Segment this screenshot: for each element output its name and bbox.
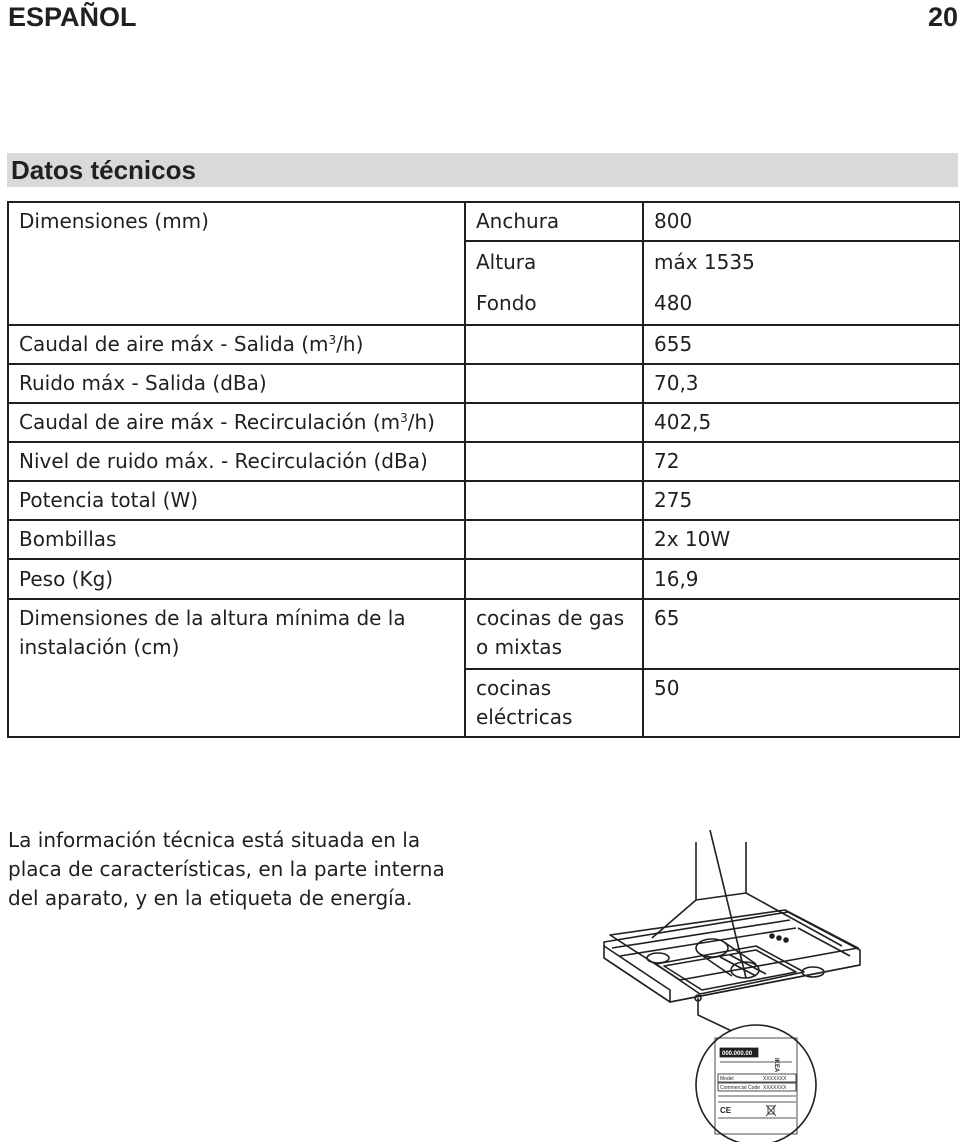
spec-value-power: 275	[643, 481, 960, 520]
table-row	[8, 481, 960, 520]
spec-label-airflow-recirc: Caudal de aire máx - Recirculación $(m^3/h)$	[8, 403, 465, 442]
spec-label-airflow-out: Caudal de aire máx - Salida $(m^3/h)$	[8, 325, 465, 364]
spec-sublabel-depth: Fondo	[465, 282, 643, 325]
spec-label-bulbs: Bombillas	[8, 520, 465, 559]
table-row	[8, 202, 960, 241]
spec-label-dimensions: Dimensiones (mm)	[8, 202, 465, 325]
plate-commercial-label: Commercial Code	[720, 1085, 761, 1091]
table-row	[8, 559, 960, 599]
spec-label-power: Potencia total (W)	[8, 481, 465, 520]
spec-value-noise-out: 70,3	[643, 364, 960, 403]
spec-value-electric: 50	[643, 669, 960, 737]
table-row	[8, 520, 960, 559]
page-number: 20	[927, 2, 958, 32]
table-row	[8, 599, 960, 669]
spec-label-noise-out: Ruido máx - Salida (dBa)	[8, 364, 465, 403]
spec-value-width: 800	[643, 202, 960, 241]
spec-value-airflow-out: 655	[643, 325, 960, 364]
plate-brand: IKEA	[773, 1058, 779, 1073]
plate-serial: 000.000.00	[722, 1051, 753, 1057]
control-button	[784, 938, 788, 942]
spec-sublabel-gas: cocinas de gas o mixtas	[465, 599, 643, 669]
glass-panel	[604, 912, 860, 1002]
table-row	[8, 364, 960, 403]
spec-value-bulbs: 2x 10W	[643, 520, 960, 559]
filter-opening	[656, 946, 804, 994]
plate-commercial-value: XXXXXXX	[763, 1085, 787, 1091]
spec-value-gas: 65	[643, 599, 960, 669]
spec-label-weight: Peso (Kg)	[8, 559, 465, 599]
specs-table	[7, 201, 960, 738]
lamp-left	[647, 953, 669, 963]
spec-label-min-height: Dimensiones de la altura mínima de la instalación (cm)	[8, 599, 465, 737]
spec-label-noise-recirc: Nivel de ruido máx. - Recirculación (dBa)	[8, 442, 465, 481]
canopy-top-edge	[696, 893, 746, 900]
canopy-right-edge	[746, 893, 842, 946]
control-button	[770, 934, 774, 938]
spec-value-weight: 16,9	[643, 559, 960, 599]
ce-mark-icon: CE	[720, 1106, 732, 1115]
spec-value-depth: 480	[643, 282, 960, 325]
section-header	[7, 153, 958, 187]
plate-model-value: XXXXXXX	[763, 1076, 787, 1082]
spec-value-airflow-recirc: 402,5	[643, 403, 960, 442]
spec-value-noise-recirc: 72	[643, 442, 960, 481]
spec-sublabel-width: Anchura	[465, 202, 643, 241]
header-language: ESPAÑOL	[8, 2, 137, 32]
info-paragraph: La información técnica está situada en la placa de características, en la parte interna del aparato, y en la etiqueta de energía.	[8, 828, 445, 910]
extractor-hood-illustration	[560, 830, 920, 1142]
spec-sublabel-height: Altura	[465, 241, 643, 282]
section-title: Datos técnicos	[11, 155, 196, 185]
spec-value-height: máx 1535	[643, 241, 960, 282]
table-row	[8, 442, 960, 481]
plate-model-label: Model	[720, 1076, 734, 1082]
table-row	[8, 403, 960, 442]
control-button	[777, 936, 781, 940]
magnifier-circle	[696, 1025, 816, 1142]
table-row	[8, 325, 960, 364]
spec-sublabel-electric: cocinas eléctricas	[465, 669, 643, 737]
